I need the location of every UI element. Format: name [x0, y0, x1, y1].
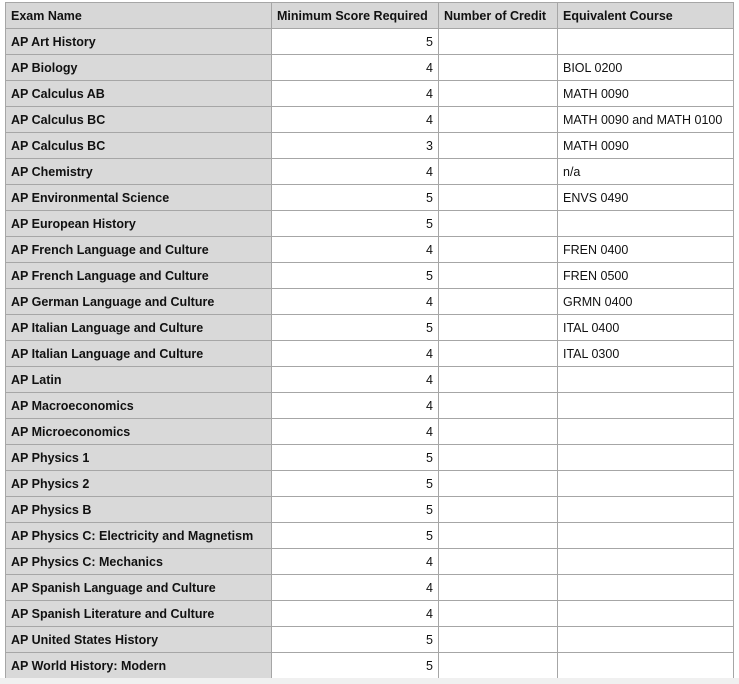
- equivalent-course-cell: [558, 523, 734, 549]
- number-of-credit-cell: [439, 367, 558, 393]
- equivalent-course-cell: n/a: [558, 159, 734, 185]
- number-of-credit-cell: [439, 419, 558, 445]
- minimum-score-cell: 4: [272, 237, 439, 263]
- table-row: [6, 523, 734, 549]
- equivalent-course-cell: [558, 419, 734, 445]
- header-row: [6, 3, 734, 29]
- header-number-of-credit: Number of Credit: [439, 3, 558, 29]
- number-of-credit-cell: [439, 185, 558, 211]
- number-of-credit-cell: [439, 29, 558, 55]
- minimum-score-cell: 5: [272, 627, 439, 653]
- number-of-credit-cell: [439, 549, 558, 575]
- number-of-credit-cell: [439, 523, 558, 549]
- equivalent-course-cell: [558, 575, 734, 601]
- number-of-credit-cell: [439, 159, 558, 185]
- number-of-credit-cell: [439, 575, 558, 601]
- exam-name-cell: AP Chemistry: [6, 159, 272, 185]
- exam-name-cell: AP German Language and Culture: [6, 289, 272, 315]
- equivalent-course-cell: [558, 471, 734, 497]
- number-of-credit-cell: [439, 263, 558, 289]
- table-row: [6, 185, 734, 211]
- table-row: [6, 81, 734, 107]
- number-of-credit-cell: [439, 653, 558, 679]
- table-row: [6, 29, 734, 55]
- exam-name-cell: AP European History: [6, 211, 272, 237]
- exam-name-cell: AP Calculus BC: [6, 133, 272, 159]
- minimum-score-cell: 5: [272, 523, 439, 549]
- table-row: [6, 653, 734, 679]
- exam-name-cell: AP Microeconomics: [6, 419, 272, 445]
- minimum-score-cell: 4: [272, 575, 439, 601]
- exam-name-cell: AP Calculus BC: [6, 107, 272, 133]
- table-row: [6, 341, 734, 367]
- header-exam-name: Exam Name: [6, 3, 272, 29]
- number-of-credit-cell: [439, 445, 558, 471]
- exam-name-cell: AP United States History: [6, 627, 272, 653]
- equivalent-course-cell: [558, 497, 734, 523]
- minimum-score-cell: 3: [272, 133, 439, 159]
- number-of-credit-cell: [439, 81, 558, 107]
- number-of-credit-cell: [439, 211, 558, 237]
- minimum-score-cell: 4: [272, 341, 439, 367]
- minimum-score-cell: 5: [272, 471, 439, 497]
- minimum-score-cell: 5: [272, 185, 439, 211]
- table-row: [6, 289, 734, 315]
- minimum-score-cell: 5: [272, 497, 439, 523]
- equivalent-course-cell: [558, 601, 734, 627]
- exam-name-cell: AP Physics 2: [6, 471, 272, 497]
- table-row: [6, 549, 734, 575]
- minimum-score-cell: 4: [272, 107, 439, 133]
- minimum-score-cell: 5: [272, 445, 439, 471]
- equivalent-course-cell: ENVS 0490: [558, 185, 734, 211]
- table-row: [6, 575, 734, 601]
- table-row: [6, 133, 734, 159]
- minimum-score-cell: 4: [272, 419, 439, 445]
- table-row: [6, 445, 734, 471]
- minimum-score-cell: 5: [272, 29, 439, 55]
- exam-name-cell: AP Physics C: Electricity and Magnetism: [6, 523, 272, 549]
- table-row: [6, 237, 734, 263]
- equivalent-course-cell: BIOL 0200: [558, 55, 734, 81]
- equivalent-course-cell: [558, 393, 734, 419]
- minimum-score-cell: 4: [272, 81, 439, 107]
- table-row: [6, 497, 734, 523]
- equivalent-course-cell: MATH 0090 and MATH 0100: [558, 107, 734, 133]
- equivalent-course-cell: [558, 653, 734, 679]
- table-row: [6, 55, 734, 81]
- table-row: [6, 367, 734, 393]
- exam-name-cell: AP Macroeconomics: [6, 393, 272, 419]
- equivalent-course-cell: [558, 627, 734, 653]
- minimum-score-cell: 4: [272, 55, 439, 81]
- number-of-credit-cell: [439, 497, 558, 523]
- exam-name-cell: AP French Language and Culture: [6, 263, 272, 289]
- equivalent-course-cell: [558, 29, 734, 55]
- minimum-score-cell: 5: [272, 211, 439, 237]
- equivalent-course-cell: ITAL 0300: [558, 341, 734, 367]
- equivalent-course-cell: [558, 549, 734, 575]
- number-of-credit-cell: [439, 107, 558, 133]
- header-minimum-score: Minimum Score Required: [272, 3, 439, 29]
- window-bottom-edge: [0, 678, 739, 684]
- equivalent-course-cell: GRMN 0400: [558, 289, 734, 315]
- exam-name-cell: AP French Language and Culture: [6, 237, 272, 263]
- minimum-score-cell: 4: [272, 549, 439, 575]
- exam-name-cell: AP Physics C: Mechanics: [6, 549, 272, 575]
- minimum-score-cell: 4: [272, 367, 439, 393]
- equivalent-course-cell: [558, 445, 734, 471]
- table-row: [6, 107, 734, 133]
- exam-name-cell: AP Italian Language and Culture: [6, 315, 272, 341]
- number-of-credit-cell: [439, 289, 558, 315]
- equivalent-course-cell: FREN 0400: [558, 237, 734, 263]
- table-row: [6, 159, 734, 185]
- exam-name-cell: AP Spanish Literature and Culture: [6, 601, 272, 627]
- ap-credit-table: [5, 2, 734, 679]
- exam-name-cell: AP Spanish Language and Culture: [6, 575, 272, 601]
- number-of-credit-cell: [439, 315, 558, 341]
- table-row: [6, 211, 734, 237]
- exam-name-cell: AP Art History: [6, 29, 272, 55]
- minimum-score-cell: 4: [272, 601, 439, 627]
- exam-name-cell: AP Physics 1: [6, 445, 272, 471]
- equivalent-course-cell: MATH 0090: [558, 133, 734, 159]
- number-of-credit-cell: [439, 393, 558, 419]
- table-row: [6, 315, 734, 341]
- number-of-credit-cell: [439, 627, 558, 653]
- header-equivalent-course: Equivalent Course: [558, 3, 734, 29]
- number-of-credit-cell: [439, 237, 558, 263]
- exam-name-cell: AP Italian Language and Culture: [6, 341, 272, 367]
- table-row: [6, 419, 734, 445]
- exam-name-cell: AP Latin: [6, 367, 272, 393]
- exam-name-cell: AP Physics B: [6, 497, 272, 523]
- number-of-credit-cell: [439, 133, 558, 159]
- table-row: [6, 393, 734, 419]
- table-row: [6, 471, 734, 497]
- minimum-score-cell: 4: [272, 159, 439, 185]
- table-container: [5, 2, 734, 679]
- number-of-credit-cell: [439, 341, 558, 367]
- equivalent-course-cell: [558, 211, 734, 237]
- minimum-score-cell: 5: [272, 263, 439, 289]
- minimum-score-cell: 4: [272, 393, 439, 419]
- exam-name-cell: AP Environmental Science: [6, 185, 272, 211]
- table-row: [6, 263, 734, 289]
- minimum-score-cell: 4: [272, 289, 439, 315]
- exam-name-cell: AP World History: Modern: [6, 653, 272, 679]
- equivalent-course-cell: ITAL 0400: [558, 315, 734, 341]
- equivalent-course-cell: [558, 367, 734, 393]
- equivalent-course-cell: FREN 0500: [558, 263, 734, 289]
- equivalent-course-cell: MATH 0090: [558, 81, 734, 107]
- exam-name-cell: AP Biology: [6, 55, 272, 81]
- minimum-score-cell: 5: [272, 315, 439, 341]
- minimum-score-cell: 5: [272, 653, 439, 679]
- number-of-credit-cell: [439, 471, 558, 497]
- table-row: [6, 627, 734, 653]
- number-of-credit-cell: [439, 601, 558, 627]
- exam-name-cell: AP Calculus AB: [6, 81, 272, 107]
- table-row: [6, 601, 734, 627]
- number-of-credit-cell: [439, 55, 558, 81]
